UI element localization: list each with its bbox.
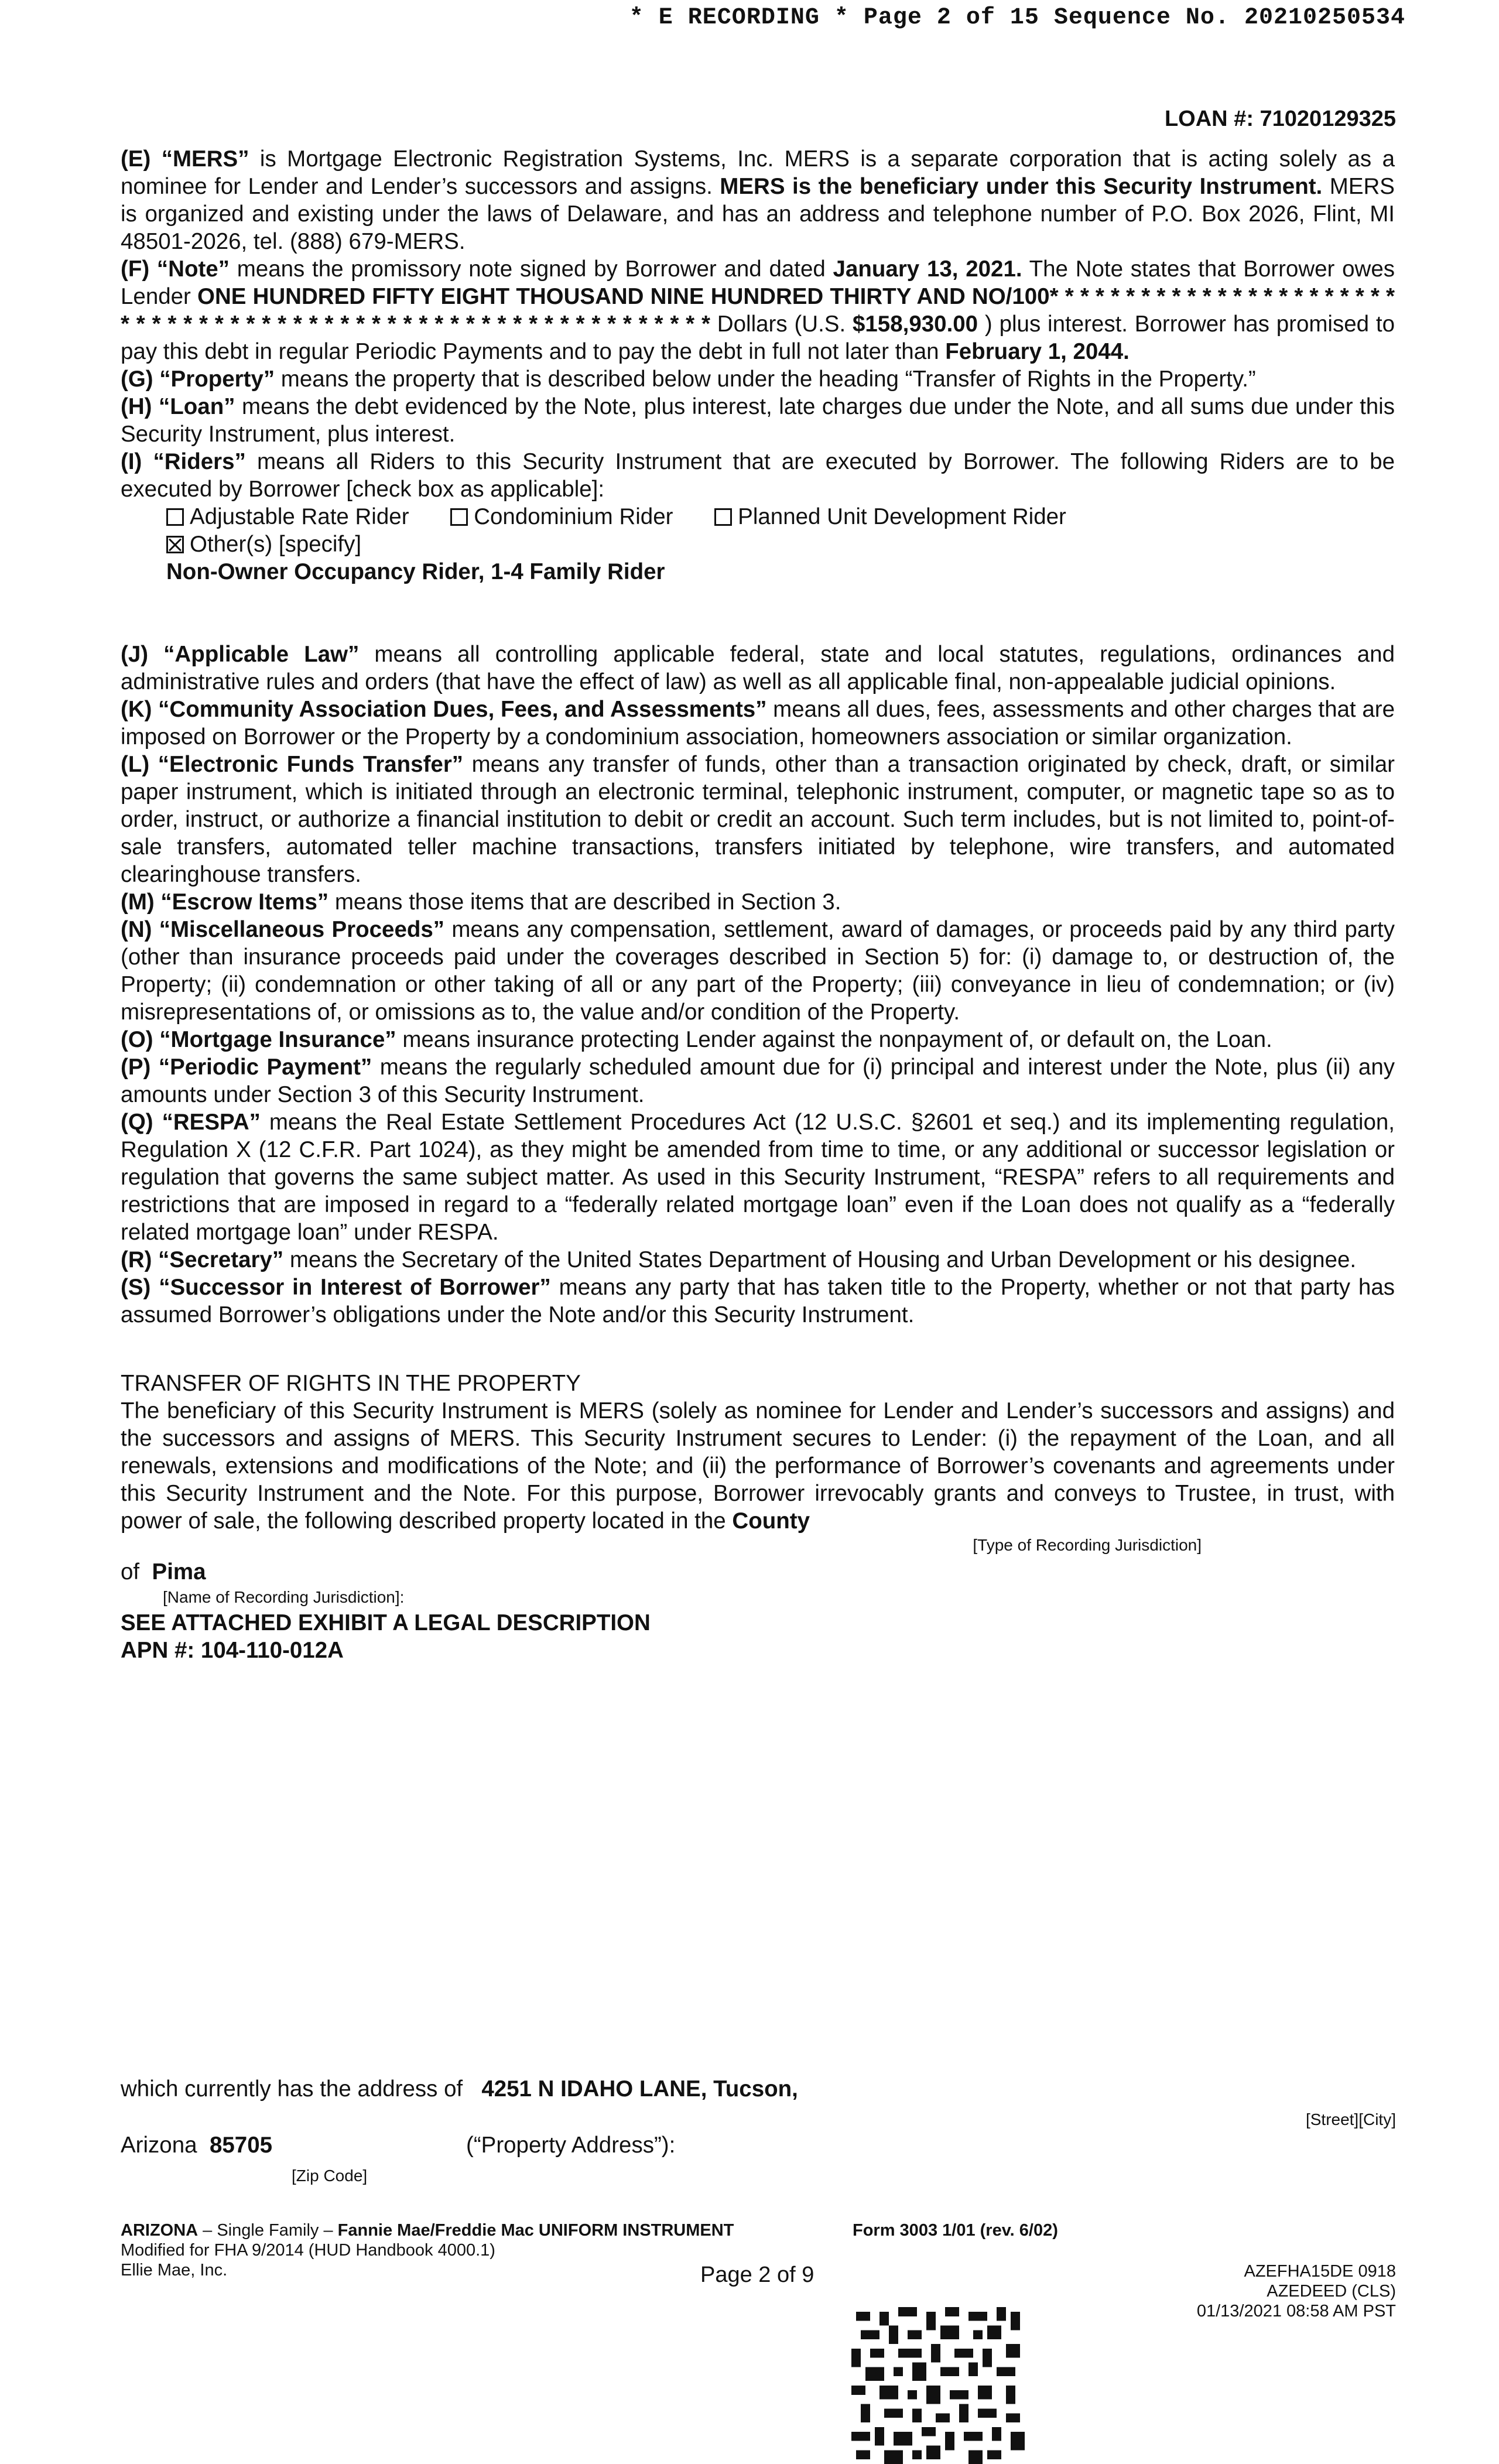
definition-i: (I) “Riders” means all Riders to this Security Instrument that are executed by Borrower. The following Riders are to be executed by Borrower [check box as applicable]: — [121, 449, 1395, 502]
riders-other: Other(s) [specify] — [121, 531, 1395, 558]
definition-m: (M) “Escrow Items” means those items that are described in Section 3. — [121, 889, 841, 915]
transfer-text: The beneficiary of this Security Instrument is MERS (solely as nominee for Lender and Lender’s successors and assigns) and the successors and assigns of MERS. This Security Instrument secures to Lender: (i) the repayment of the Loan, and all renewals, extensions and modifications of the Note; and (ii) the performance of Borrower’s covenants and agreements under this Security Instrument and the Note. For this purpose, Borrower irrevocably grants and conveys to Trustee, in trust, with power of sale, the following described property located in the County — [121, 1398, 1395, 1534]
definition-f: (F) “Note” means the promissory note signed by Borrower and dated January 13, 2021. The Note states that Borrower owes Lender ONE HUNDRED FIFTY EIGHT THOUSAND NINE HUNDRED THIRTY AND NO/100* * * * * * * * * * * * * * * * * * * * * * * * * * * * * * * * * * * * * * * * * * * * * * * * * * * * * * * * * * * * * Dollars (U.S. $158,930.00 ) plus interest. Borrower has promised to pay this debt in regular Periodic Payments and to pay the debt in full not later than February 1, 2044. — [121, 256, 1395, 364]
definition-h: (H) “Loan” means the debt evidenced by the Note, plus interest, late charges due under the Note, and all sums due under this Security Instrument, plus interest. — [121, 394, 1395, 447]
definition-n: (N) “Miscellaneous Proceeds” means any compensation, settlement, award of damages, or proceeds paid by any third party (other than insurance proceeds paid under the coverages described in Section 5) for: (i) damage to, or destruction of, the Property; (ii) condemnation or other taking of all or any part of the Property; (iii) conveyance in lieu of condemnation; or (iv) misrepresentations of, or omissions as to, the value and/or condition of the Property. — [121, 917, 1395, 1025]
definition-s: (S) “Successor in Interest of Borrower” means any party that has taken title to the Property, whether or not that party has assumed Borrower’s obligations under the Note and/or this Security Instrument. — [121, 1275, 1395, 1327]
condominium-checkbox[interactable] — [450, 508, 468, 526]
definition-q: (Q) “RESPA” means the Real Estate Settlement Procedures Act (12 U.S.C. §2601 et seq.) and its implementing regulation, Regulation X (12 C.F.R. Part 1024), as they might be amended from time to time, or any additional or successor legislation or regulation that governs the same subject matter. As used in this Security Instrument, “RESPA” refers to all requirements and restrictions that are imposed in regard to a “federally related mortgage loan” even if the Loan does not qualify as a “federally related mortgage loan” under RESPA. — [121, 1110, 1395, 1245]
loan-number: LOAN #: 71020129325 — [1164, 107, 1396, 131]
apn-number: APN #: 104-110-012A — [121, 1638, 344, 1663]
zip-caption: [Zip Code] — [292, 2167, 368, 2185]
definition-j: (J) “Applicable Law” means all controlling applicable federal, state and local statutes, regulations, ordinances and administrative rules and orders (that have the effect of law) as well as all applicable final, non-appealable judicial opinions. — [121, 642, 1395, 694]
footer-codes: AZEFHA15DE 0918 AZEDEED (CLS) 01/13/2021 08:58 AM PST — [1196, 2262, 1396, 2321]
document-body — [121, 145, 1395, 1664]
definition-r: (R) “Secretary” means the Secretary of the United States Department of Housing and Urban Development or his designee. — [121, 1247, 1357, 1272]
property-address-label: (“Property Address”): — [466, 2133, 676, 2158]
definition-g: (G) “Property” means the property that is described below under the heading “Transfer of Rights in the Property.” — [121, 367, 1256, 392]
adjustable-rate-checkbox[interactable] — [166, 508, 184, 526]
definition-o: (O) “Mortgage Insurance” means insurance protecting Lender against the nonpayment of, or default on, the Loan. — [121, 1027, 1272, 1052]
definition-p: (P) “Periodic Payment” means the regularly scheduled amount due for (i) principal and interest under the Note, plus (ii) any amounts under Section 3 of this Security Instrument. — [121, 1055, 1395, 1107]
pud-checkbox[interactable] — [714, 508, 732, 526]
legal-description: SEE ATTACHED EXHIBIT A LEGAL DESCRIPTION — [121, 1610, 651, 1635]
definition-k: (K) “Community Association Dues, Fees, and Assessments” means all dues, fees, assessments and other charges that are imposed on Borrower or the Property by a condominium association, homeowners association or similar organization. — [121, 697, 1395, 750]
page-number: Page 2 of 9 — [700, 2263, 814, 2287]
other-riders-checkbox[interactable] — [166, 536, 184, 553]
street-caption: [Street][City] — [1305, 2110, 1396, 2128]
jurisdiction-name-caption: [Name of Recording Jurisdiction]: — [163, 1588, 405, 1606]
address-line: which currently has the address of 4251 N IDAHO LANE, Tucson, — [121, 2076, 798, 2102]
form-number: Form 3003 1/01 (rev. 6/02) — [853, 2221, 1058, 2240]
riders-options: Adjustable Rate Rider Condominium Rider Planned Unit Development Rider — [121, 503, 1395, 531]
footer-form-info: ARIZONA – Single Family – Fannie Mae/Freddie Mac UNIFORM INSTRUMENT Modified for FHA 9/2014 (HUD Handbook 4000.1) Ellie Mae, Inc. — [121, 2221, 734, 2280]
recording-header: * E RECORDING * Page 2 of 15 Sequence No. 20210250534 — [629, 5, 1405, 31]
transfer-heading: TRANSFER OF RIGHTS IN THE PROPERTY — [121, 1371, 581, 1396]
definition-l: (L) “Electronic Funds Transfer” means any transfer of funds, other than a transaction originated by check, draft, or similar paper instrument, which is initiated through an electronic terminal, telephonic instrument, computer, or magnetic tape so as to order, instruct, or authorize a financial institution to debit or credit an account. Such term includes, but is not limited to, point-of-sale transfers, automated teller machine transactions, transfers initiated by telephone, wire transfers, and automated clearinghouse transfers. — [121, 752, 1395, 887]
jurisdiction-type-caption: [Type of Recording Jurisdiction] — [973, 1536, 1202, 1554]
jurisdiction-line: of Pima — [121, 1559, 206, 1585]
definition-e: (E) “MERS” is Mortgage Electronic Registration Systems, Inc. MERS is a separate corporation that is acting solely as a nominee for Lender and Lender’s successors and assigns. MERS is the beneficiary under this Security Instrument. MERS is organized and existing under the laws of Delaware, and has an address and telephone number of P.O. Box 2026, Flint, MI 48501-2026, tel. (888) 679-MERS. — [121, 146, 1395, 254]
state-zip-line: Arizona 85705 — [121, 2133, 273, 2158]
barcode-image — [851, 2307, 1025, 2464]
riders-other-value: Non-Owner Occupancy Rider, 1-4 Family Rider — [166, 559, 665, 584]
